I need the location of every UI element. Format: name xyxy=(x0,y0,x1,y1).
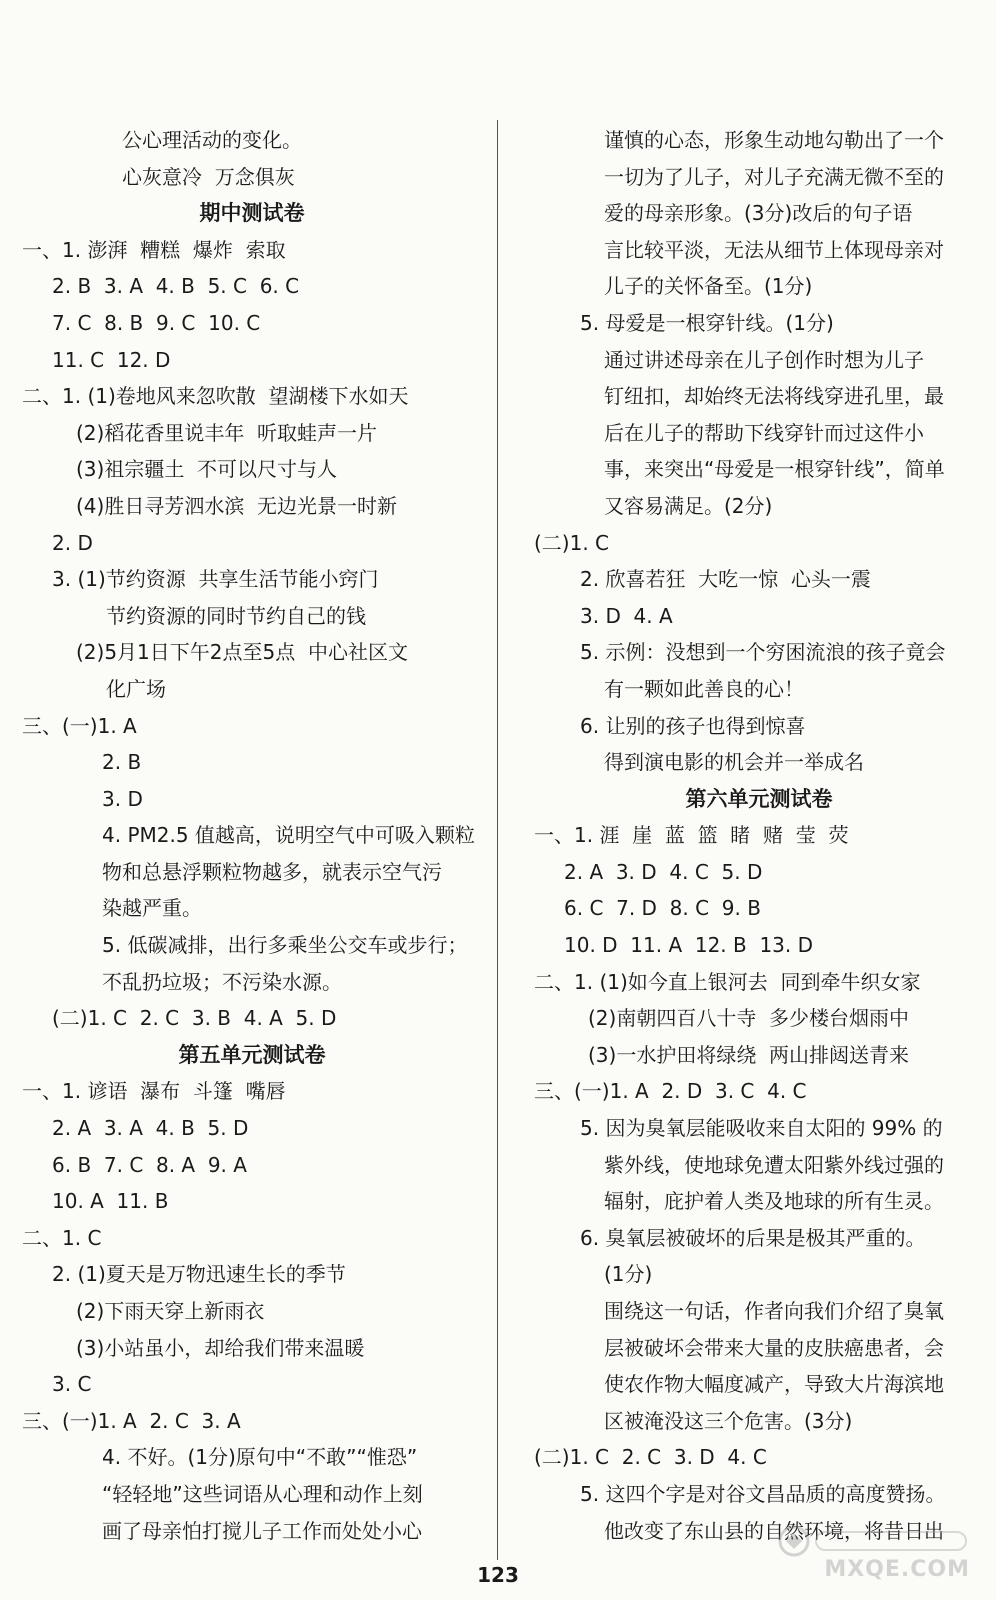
answer-line: 节约资源的同时节约自己的钱 xyxy=(106,603,366,628)
answer-line: 得到演电影的机会并一举成名 xyxy=(604,750,864,775)
answer-line: 3. (1)节约资源 共享生活节能小窍门 xyxy=(52,567,379,592)
answer-line: 染越严重。 xyxy=(102,896,202,921)
answer-line: 5. 低碳减排，出行多乘坐公交车或步行； xyxy=(102,933,468,958)
answer-line: 一、1. 澎湃 糟糕 爆炸 索取 xyxy=(22,237,286,262)
answer-line: 物和总悬浮颗粒物越多，就表示空气污 xyxy=(102,859,442,884)
answer-line: 6. 臭氧层被破坏的后果是极其严重的。 xyxy=(580,1225,926,1250)
watermark xyxy=(766,1524,976,1582)
answer-line: (2)下雨天穿上新雨衣 xyxy=(76,1299,265,1323)
answer-line: 三、(一)1. A 2. D 3. C 4. C xyxy=(534,1079,807,1104)
answer-line: 辐射，庇护着人类及地球的所有生灵。 xyxy=(604,1189,944,1214)
answer-line: (2)5月1日下午2点至5点 中心社区文 xyxy=(76,640,408,665)
answer-line: 10. D 11. A 12. B 13. D xyxy=(564,933,814,958)
answer-line: 三、(一)1. A xyxy=(22,713,137,738)
answer-line: 6. 让别的孩子也得到惊喜 xyxy=(580,713,806,738)
answer-line: 2. B 3. A 4. B 5. C 6. C xyxy=(52,274,300,299)
answer-line: 二、1. (1)卷地风来忽吹散 望湖楼下水如天 xyxy=(22,384,409,409)
answer-line: 有一颗如此善良的心！ xyxy=(604,676,804,701)
answer-line: 5. 因为臭氧层能吸收来自太阳的 99% 的 xyxy=(580,1116,943,1141)
answer-line: 又容易满足。(2分) xyxy=(604,493,773,518)
answer-line: 钉纽扣，却始终无法将线穿进孔里，最 xyxy=(604,384,944,409)
answer-line: 6. C 7. D 8. C 9. B xyxy=(564,896,761,921)
answer-line: 6. B 7. C 8. A 9. A xyxy=(52,1152,247,1177)
answer-line: 化广场 xyxy=(106,676,166,701)
answer-line: 2. 欣喜若狂 大吃一惊 心头一震 xyxy=(580,567,871,592)
page-number: 123 xyxy=(477,1563,519,1587)
section-heading: 第五单元测试卷 xyxy=(178,1042,326,1067)
watermark-logo-icon xyxy=(776,1524,976,1558)
watermark-text: MXQE.COM xyxy=(824,1557,970,1582)
answer-line: (3)一水护田将绿绕 两山排闼送青来 xyxy=(588,1042,910,1067)
answer-line: 二、1. (1)如今直上银河去 同到牵牛织女家 xyxy=(534,969,921,994)
answer-line: 4. PM2.5 值越高，说明空气中可吸入颗粒 xyxy=(102,823,475,848)
answer-line: 5. 母爱是一根穿针线。(1分) xyxy=(580,310,834,335)
answer-line: 使农作物大幅度减产，导致大片海滨地 xyxy=(604,1372,944,1397)
answer-line: 3. D 4. A xyxy=(580,603,673,628)
answer-line: (二)1. C 2. C 3. D 4. C xyxy=(534,1445,767,1470)
right-column xyxy=(534,122,984,1549)
answer-line: 一、1. 涯 崖 蓝 篮 睹 赌 莹 荧 xyxy=(534,823,849,848)
answer-line: 后在儿子的帮助下线穿针而过这件小 xyxy=(604,420,924,445)
answer-line: 儿子的关怀备至。(1分) xyxy=(604,274,813,299)
answer-line: (二)1. C 2. C 3. B 4. A 5. D xyxy=(52,1006,337,1031)
answer-line: “轻轻地”这些词语从心理和动作上刻 xyxy=(102,1481,423,1506)
answer-line: 2. (1)夏天是万物迅速生长的季节 xyxy=(52,1262,346,1287)
answer-line: 通过讲述母亲在儿子创作时想为儿子 xyxy=(604,347,924,372)
answer-line: 4. 不好。(1分)原句中“不敢”“惟恐” xyxy=(102,1445,418,1470)
answer-line: 二、1. C xyxy=(22,1225,102,1250)
answer-line: 2. A 3. D 4. C 5. D xyxy=(564,859,763,884)
answer-line: 心灰意冷 万念俱灰 xyxy=(122,164,295,189)
section-heading: 第六单元测试卷 xyxy=(685,786,833,811)
section-heading: 期中测试卷 xyxy=(199,201,305,226)
answer-line: (3)祖宗疆土 不可以尺寸与人 xyxy=(76,457,338,482)
answer-line: 不乱扔垃圾；不污染水源。 xyxy=(102,969,342,994)
answer-line: 公心理活动的变化。 xyxy=(122,128,302,152)
answer-line: (3)小站虽小，却给我们带来温暖 xyxy=(76,1335,365,1360)
answer-line: (二)1. C xyxy=(534,530,610,555)
answer-line: 3. C xyxy=(52,1372,92,1397)
answer-line: (1分) xyxy=(604,1262,653,1287)
answer-line: 5. 示例：没想到一个穷困流浪的孩子竟会 xyxy=(580,640,946,665)
answer-line: 7. C 8. B 9. C 10. C xyxy=(52,310,261,335)
answer-line: (2)南朝四百八十寺 多少楼台烟雨中 xyxy=(588,1006,910,1031)
answer-line: 言比较平淡，无法从细节上体现母亲对 xyxy=(604,237,944,262)
answer-line: 画了母亲怕打搅儿子工作而处处小心 xyxy=(102,1518,422,1543)
answer-line: (4)胜日寻芳泗水滨 无边光景一时新 xyxy=(76,493,398,518)
column-divider xyxy=(497,120,498,1560)
answer-line: 三、(一)1. A 2. C 3. A xyxy=(22,1408,241,1433)
answer-line: 层被破坏会带来大量的皮肤癌患者，会 xyxy=(604,1335,944,1360)
answer-line: 11. C 12. D xyxy=(52,347,171,372)
left-column xyxy=(22,122,482,1549)
answer-line: 谨慎的心态，形象生动地勾勒出了一个 xyxy=(604,128,944,152)
answer-line: 一、1. 谚语 瀑布 斗篷 嘴唇 xyxy=(22,1079,286,1104)
answer-line: 2. B xyxy=(102,750,142,775)
answer-line: 事，来突出“母爱是一根穿针线”，简单 xyxy=(604,457,945,482)
answer-line: 爱的母亲形象。(3分)改后的句子语 xyxy=(604,201,913,226)
answer-line: 区被淹没这三个危害。(3分) xyxy=(604,1408,853,1433)
answer-line: 5. 这四个字是对谷文昌品质的高度赞扬。 xyxy=(580,1481,946,1506)
answer-line: (2)稻花香里说丰年 听取蛙声一片 xyxy=(76,420,378,445)
answer-line: 10. A 11. B xyxy=(52,1189,169,1214)
answer-line: 一切为了儿子，对儿子充满无微不至的 xyxy=(604,164,944,189)
answer-line: 2. D xyxy=(52,530,93,555)
answer-line: 2. A 3. A 4. B 5. D xyxy=(52,1116,249,1141)
answer-line: 围绕这一句话，作者向我们介绍了臭氧 xyxy=(604,1299,944,1323)
answer-line: 紫外线，使地球免遭太阳紫外线过强的 xyxy=(604,1152,944,1177)
answer-line: 他改变了东山县的自然环境，将昔日出 xyxy=(604,1518,944,1543)
answer-line: 3. D xyxy=(102,786,143,811)
